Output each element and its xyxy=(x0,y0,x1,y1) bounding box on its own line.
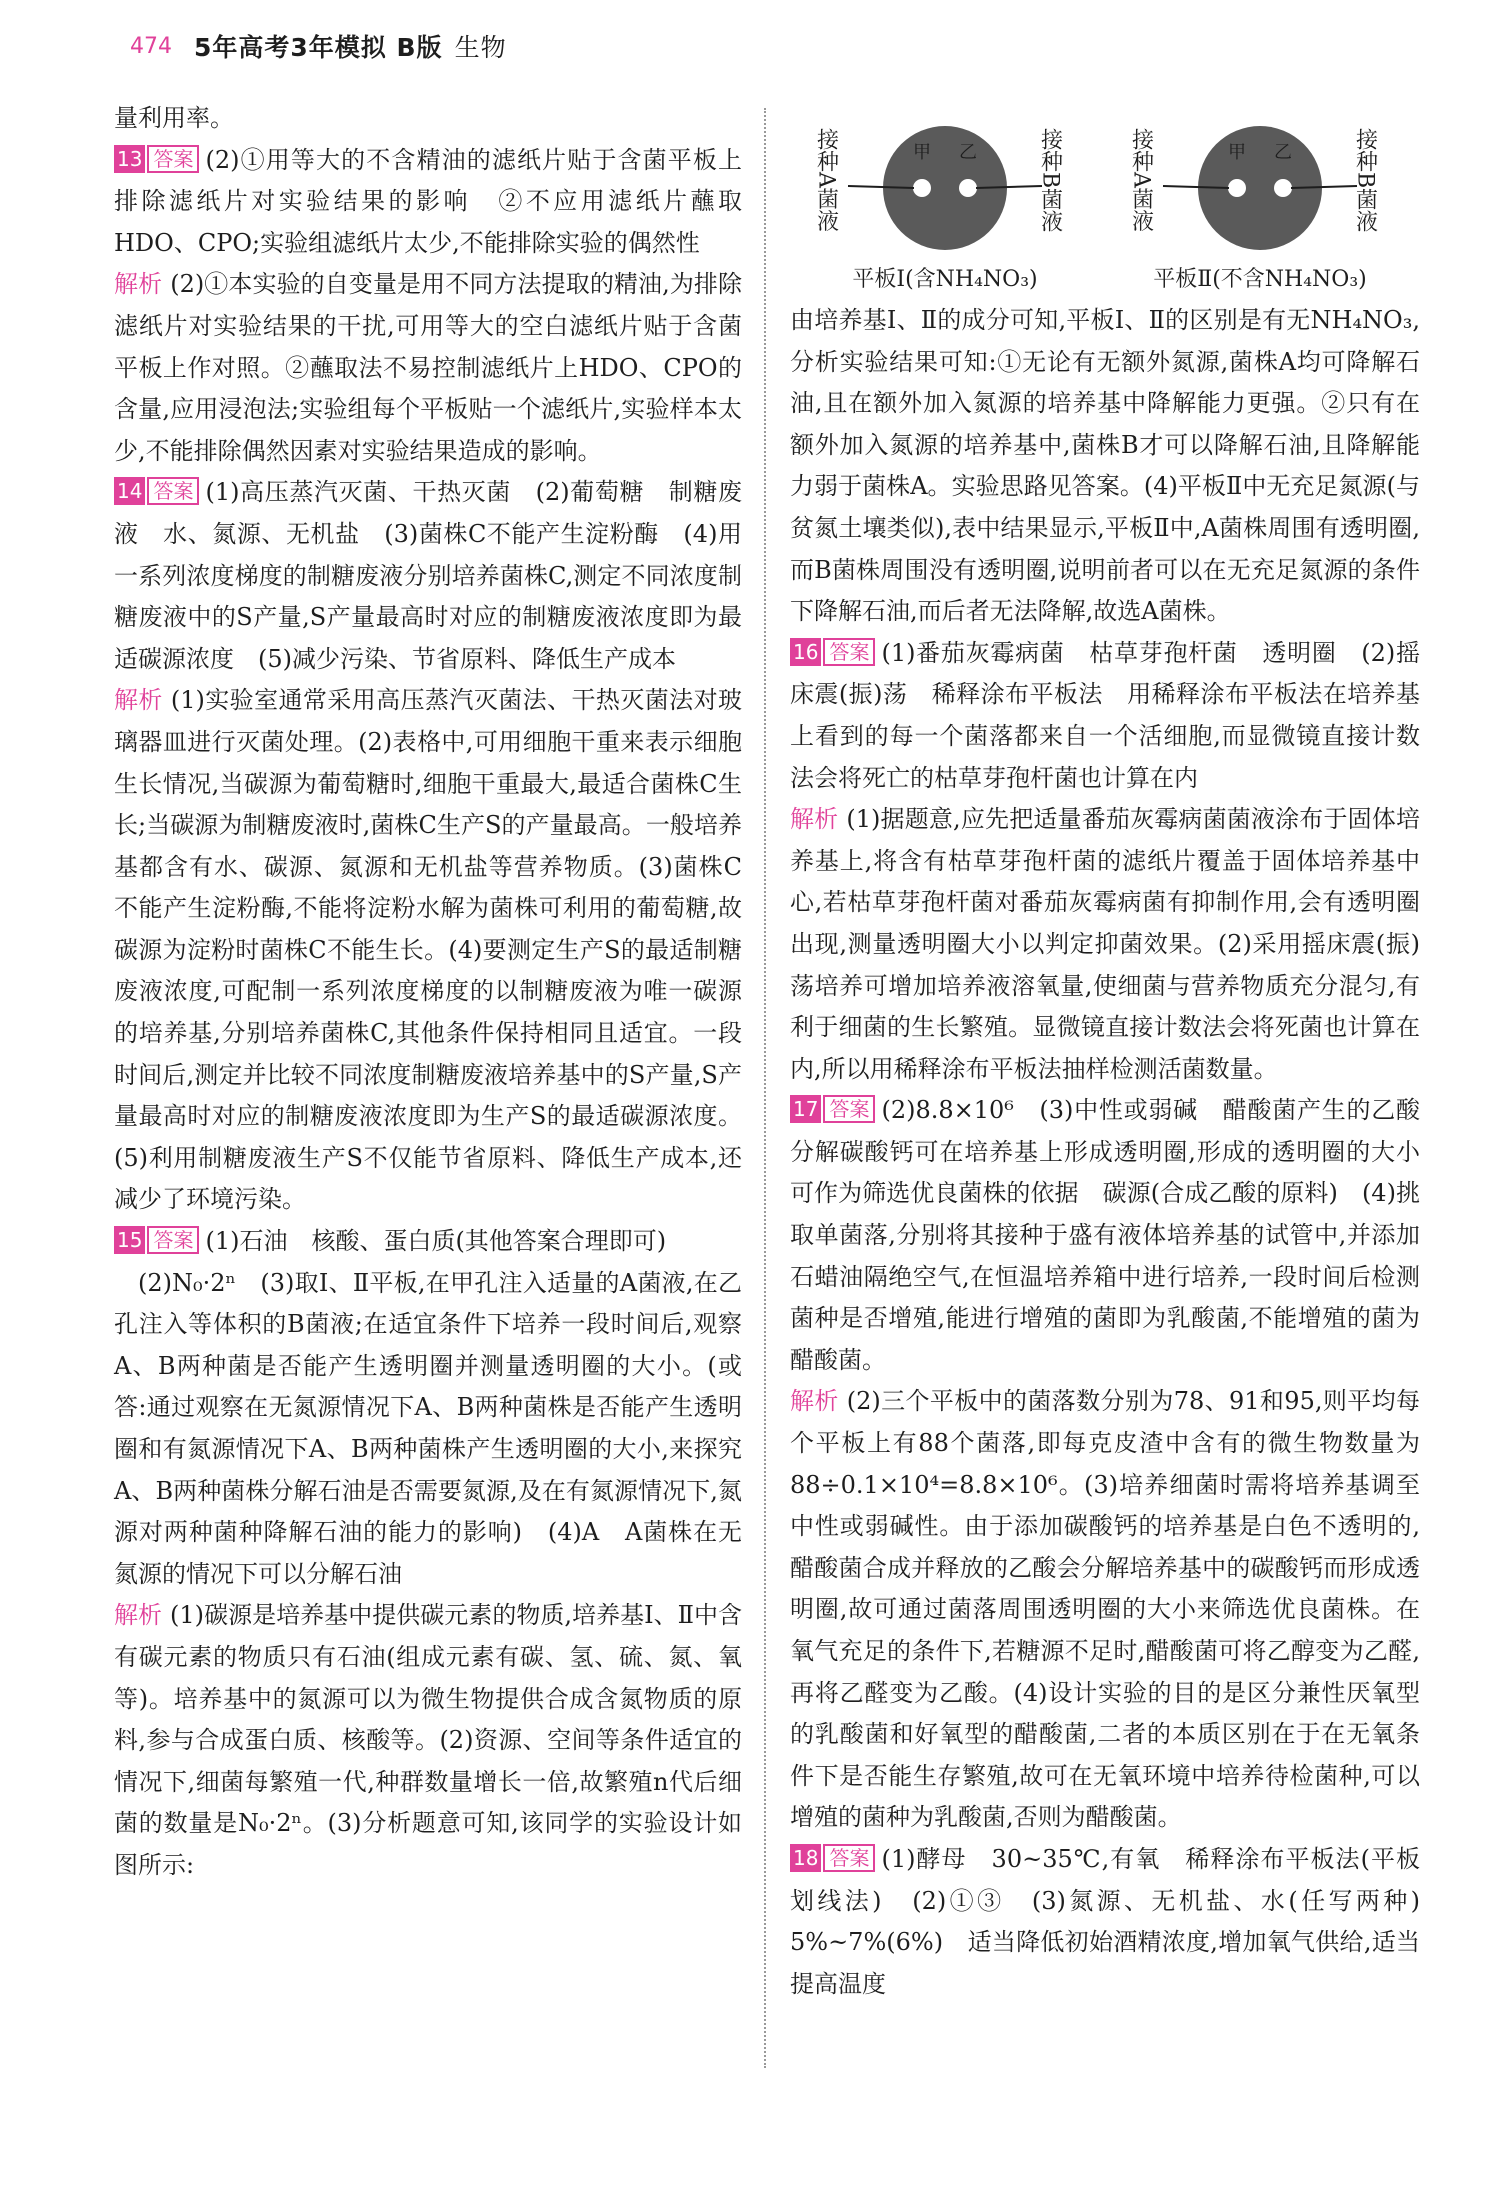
q17-answer xyxy=(790,1090,1420,1381)
q15-analysis-cont: 由培养基Ⅰ、Ⅱ的成分可知,平板Ⅰ、Ⅱ的区别是有无NH₄NO₃,分析实验结果可知:①无论有无额外氮源,菌株A均可降解石油,且在额外加入氮源的培养基中降解能力更强。②只有在额外加入氮源的培养基中,菌株B才可以降解石油,且降解能力弱于菌株A。实验思路见答案。(4)平板Ⅱ中无充足氮源(与贫氮土壤类似),表中结果显示,平板Ⅱ中,A菌株周围有透明圈,而B菌株周围没有透明圈,说明前者可以在无充足氮源的条件下降解石油,而后者无法降解,故选A菌株。 xyxy=(790,306,1420,626)
q16-analysis xyxy=(790,799,1420,1090)
page-header xyxy=(130,22,507,70)
plates-figure xyxy=(813,108,1400,298)
plate-1-caption: 平板Ⅰ(含NH₄NO₃) xyxy=(852,267,1038,292)
subject-label: 生物 xyxy=(454,33,507,62)
plate-2-caption: 平板Ⅱ(不含NH₄NO₃) xyxy=(1153,267,1367,292)
plate-2-hole-left xyxy=(1228,179,1246,197)
q15-answer xyxy=(114,1221,742,1263)
q17-answer-label: 答案 xyxy=(823,1095,875,1123)
q18-answer-text: (1)酵母 30~35℃,有氧 稀释涂布平板法(平板划线法) (2)①③ (3)氮源、无机盐、水(任写两种) 5%~7%(6%) 适当降低初始酒精浓度,增加氧气供给,适当提高温度 xyxy=(790,1844,1444,1998)
left-column xyxy=(114,98,766,1887)
plate-2-hole-right xyxy=(1274,179,1292,197)
q18-number: 18 xyxy=(790,1844,821,1872)
q17-analysis xyxy=(790,1381,1420,1839)
q16-answer xyxy=(790,633,1420,799)
q15-answer-text-a: (1)石油 核酸、蛋白质(其他答案合理即可) xyxy=(205,1227,667,1256)
q17-answer-text: (2)8.8×10⁶ (3)中性或弱碱 醋酸菌产生的乙酸分解碳酸钙可在培养基上形成透明圈,形成的透明圈的大小可作为筛选优良菌株的依据 碳源(合成乙酸的原料) (4)挑取单菌落,分别将其接种于盛有液体培养基的试管中,并添加石蜡油隔绝空气,在恒温培养箱中进行培养,一段时间后检测菌种是否增殖,能进行增殖的菌即为乳酸菌,不能增殖的菌为醋酸菌。 xyxy=(790,1096,1420,1374)
plate-1-right-label: 接种B菌液 xyxy=(1037,128,1063,233)
q15-number: 15 xyxy=(114,1226,145,1254)
plate-2-hole-left-label: 甲 xyxy=(1228,142,1246,163)
q15-analysis-label: 解析 xyxy=(114,1601,163,1630)
q13-number: 13 xyxy=(114,145,145,173)
q13-analysis-text: (2)①本实验的自变量是用不同方法提取的精油,为排除滤纸片对实验结果的干扰,可用等大的空白滤纸片贴于含菌平板上作对照。②蘸取法不易控制滤纸片上HDO、CPO的含量,应用浸泡法;实验组每个平板贴一个滤纸片,实验样本太少,不能排除偶然因素对实验结果造成的影响。 xyxy=(114,270,743,465)
q17-analysis-label: 解析 xyxy=(790,1387,839,1416)
q14-answer-text: (1)高压蒸汽灭菌、干热灭菌 (2)葡萄糖 制糖废液 水、氮源、无机盐 (3)菌株C不能产生淀粉酶 (4)用一系列浓度梯度的制糖废液分别培养菌株C,测定不同浓度制糖废液中的S产量,S产量最高时对应的制糖废液浓度即为最适碳源浓度 (5)减少污染、节省原料、降低生产成本 xyxy=(114,478,742,673)
q15-answer-text-b: (2)N₀·2ⁿ (3)取Ⅰ、Ⅱ平板,在甲孔注入适量的A菌液,在乙孔注入等体积的B菌液;在适宜条件下培养一段时间后,观察A、B两种菌是否能产生透明圈并测量透明圈的大小。(或答:通过观察在无氮源情况下A、B两种菌株是否能产生透明圈和有氮源情况下A、B两种菌株产生透明圈的大小,来探究A、B两种菌株分解石油是否需要氮源,及在有氮源情况下,氮源对两种菌种降解石油的能力的影响) (4)A A菌株在无氮源的情况下可以分解石油 xyxy=(114,1268,742,1588)
plate-1-hole-right-label: 乙 xyxy=(959,142,977,163)
q13-analysis xyxy=(114,264,742,472)
book-title-text: 5年高考3年模拟 B版 xyxy=(194,33,443,62)
q18-answer-label: 答案 xyxy=(823,1844,875,1872)
plate-1-hole-right xyxy=(959,179,977,197)
q13-answer-label: 答案 xyxy=(147,145,199,173)
plate-1 xyxy=(814,126,1063,292)
q15-answer-cont xyxy=(114,1263,742,1596)
q16-answer-label: 答案 xyxy=(823,638,875,666)
q16-analysis-text: (1)据题意,应先把适量番茄灰霉病菌菌液涂布于固体培养基上,将含有枯草芽孢杆菌的滤纸片覆盖于固体培养基中心,若枯草芽孢杆菌对番茄灰霉病菌有抑制作用,会有透明圈出现,测量透明圈大小以判定抑菌效果。(2)采用摇床震(振)荡培养可增加培养液溶氧量,使细菌与营养物质充分混匀,有利于细菌的生长繁殖。显微镜直接计数法会将死菌也计算在内,所以用稀释涂布平板法抽样检测活菌数量。 xyxy=(790,805,1421,1083)
plate-2 xyxy=(1129,126,1378,292)
page-number: 474 xyxy=(130,33,172,59)
q14-number: 14 xyxy=(114,477,145,505)
plate-1-left-label: 接种A菌液 xyxy=(813,128,839,232)
q15-answer-label: 答案 xyxy=(147,1226,199,1254)
plate-1-hole-left-label: 甲 xyxy=(913,142,931,163)
column-divider xyxy=(764,108,766,2068)
q18-answer xyxy=(790,1839,1444,2005)
q13-answer xyxy=(114,140,766,265)
plate-2-left-label: 接种A菌液 xyxy=(1128,128,1154,232)
q13-answer-text: (2)①用等大的不含精油的滤纸片贴于含菌平板上 排除滤纸片对实验结果的影响 ②不应用滤纸片蘸取HDO、CPO;实验组滤纸片太少,不能排除实验的偶然性 xyxy=(114,145,766,257)
q15-analysis xyxy=(114,1595,742,1886)
book-title xyxy=(194,28,507,64)
q14-analysis-text: (1)实验室通常采用高压蒸汽灭菌法、干热灭菌法对玻璃器皿进行灭菌处理。(2)表格中,可用细胞干重来表示细胞生长情况,当碳源为葡萄糖时,细胞干重最大,最适合菌株C生长;当碳源为制糖废液时,菌株C生产S的产量最高。一般培养基都含有水、碳源、氮源和无机盐等营养物质。(3)菌株C不能产生淀粉酶,不能将淀粉水解为菌株可利用的葡萄糖,故碳源为淀粉时菌株C不能生长。(4)要测定生产S的最适制糖废液浓度,可配制一系列浓度梯度的以制糖废液为唯一碳源的培养基,分别培养菌株C,其他条件保持相同且适宜。一段时间后,测定并比较不同浓度制糖废液培养基中的S产量,S产量最高时对应的制糖废液浓度即为生产S的最适碳源浓度。(5)利用制糖废液生产S不仅能节省原料、降低生产成本,还减少了环境污染。 xyxy=(114,686,743,1214)
plates-svg xyxy=(813,108,1400,298)
plate-2-right-label: 接种B菌液 xyxy=(1352,128,1378,233)
q14-analysis xyxy=(114,680,742,1221)
q16-number: 16 xyxy=(790,638,821,666)
q17-analysis-text: (2)三个平板中的菌落数分别为78、91和95,则平均每个平板上有88个菌落,即每克皮渣中含有的微生物数量为88÷0.1×10⁴=8.8×10⁶。(3)培养细菌时需将培养基调至中性或弱碱性。由于添加碳酸钙的培养基是白色不透明的,醋酸菌合成并释放的乙酸会分解培养基中的碳酸钙而形成透明圈,故可通过菌落周围透明圈的大小来筛选优良菌株。在氧气充足的条件下,若糖源不足时,醋酸菌可将乙醇变为乙醛,再将乙醛变为乙酸。(4)设计实验的目的是区分兼性厌氧型的乳酸菌和好氧型的醋酸菌,二者的本质区别在于在无氧条件下是否能生存繁殖,故可在无氧环境中培养待检菌种,可以增殖的菌种为乳酸菌,否则为醋酸菌。 xyxy=(790,1387,1420,1832)
q13-analysis-label: 解析 xyxy=(114,270,163,299)
q16-analysis-label: 解析 xyxy=(790,805,839,834)
q17-number: 17 xyxy=(790,1095,821,1123)
right-column xyxy=(790,300,1444,2005)
q14-answer-label: 答案 xyxy=(147,477,199,505)
plate-2-hole-right-label: 乙 xyxy=(1274,142,1292,163)
plate-1-hole-left xyxy=(913,179,931,197)
q16-answer-text: (1)番茄灰霉病菌 枯草芽孢杆菌 透明圈 (2)摇床震(振)荡 稀释涂布平板法 用稀释涂布平板法在培养基上看到的每一个菌落都来自一个活细胞,而显微镜直接计数法会将死亡的枯草芽孢杆菌也计算在内 xyxy=(790,638,1420,792)
q14-answer xyxy=(114,472,742,680)
q15-analysis-text: (1)碳源是培养基中提供碳元素的物质,培养基Ⅰ、Ⅱ中含有碳元素的物质只有石油(组成元素有碳、氢、硫、氮、氧等)。培养基中的氮源可以为微生物提供合成含氮物质的原料,参与合成蛋白质、核酸等。(2)资源、空间等条件适宜的情况下,细菌每繁殖一代,种群数量增长一倍,故繁殖n代后细菌的数量是N₀·2ⁿ。(3)分析题意可知,该同学的实验设计如图所示: xyxy=(114,1601,742,1879)
continued-text: 量利用率。 xyxy=(114,104,234,132)
q14-analysis-label: 解析 xyxy=(114,686,163,715)
